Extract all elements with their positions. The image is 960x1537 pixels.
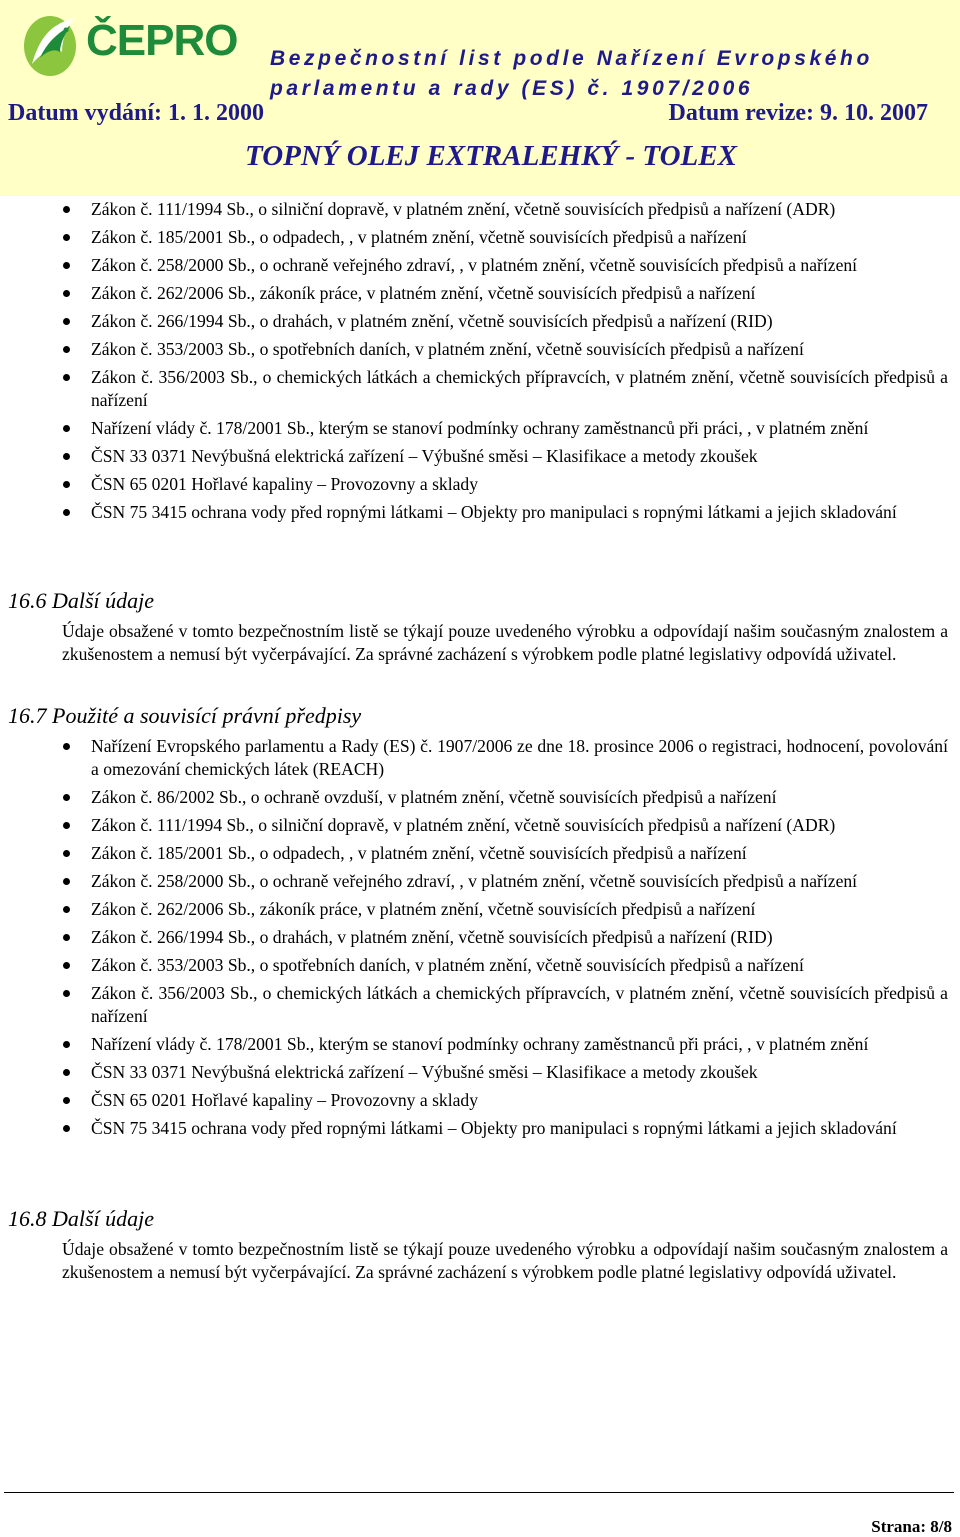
list-item: ČSN 33 0371 Nevýbušná elektrická zařízení – Výbušné směsi – Klasifikace a metody zkoušek — [0, 445, 960, 468]
list-item: ČSN 65 0201 Hořlavé kapaliny – Provozovny a sklady — [0, 473, 960, 496]
list-item: ČSN 75 3415 ochrana vody před ropnými látkami – Objekty pro manipulaci s ropnými látkami a jejich skladování — [0, 501, 960, 524]
cepro-logo — [22, 6, 238, 78]
section-paragraph-16-6: Údaje obsažené v tomto bezpečnostním listě se týkají pouze uvedeného výrobku a odpovídají našim současným znalostem a zkušenostem a nemusí být vyčerpávající. Za správné zacházení s výrobkem podle platné legislativy odpovídá uživatel. — [62, 621, 948, 664]
list-item: Zákon č. 266/1994 Sb., o drahách, v platném znění, včetně souvisících předpisů a nařízení (RID) — [0, 926, 960, 949]
list-item: Zákon č. 111/1994 Sb., o silniční dopravě, v platném znění, včetně souvisících předpisů a nařízení (ADR) — [0, 198, 960, 221]
list-item: Zákon č. 353/2003 Sb., o spotřebních daních, v platném znění, včetně souvisících předpisů a nařízení — [0, 338, 960, 361]
list-item: Zákon č. 353/2003 Sb., o spotřebních daních, v platném znění, včetně souvisících předpisů a nařízení — [0, 954, 960, 977]
list-item: Zákon č. 111/1994 Sb., o silniční dopravě, v platném znění, včetně souvisících předpisů a nařízení (ADR) — [0, 814, 960, 837]
list-item: Nařízení vlády č. 178/2001 Sb., kterým se stanoví podmínky ochrany zaměstnanců při práci, , v platném znění — [0, 417, 960, 440]
regulations-list-top — [0, 198, 960, 524]
list-item: Zákon č. 185/2001 Sb., o odpadech, , v platném znění, včetně souvisících předpisů a nařízení — [0, 842, 960, 865]
document-header — [0, 0, 960, 196]
list-item: Zákon č. 262/2006 Sb., zákoník práce, v platném znění, včetně souvisících předpisů a nařízení — [0, 898, 960, 921]
section-heading-16-8: 16.8 Další údaje — [8, 1206, 155, 1231]
bird-logo-icon — [22, 6, 92, 78]
list-item: Zákon č. 356/2003 Sb., o chemických látkách a chemických přípravcích, v platném znění, včetně souvisících předpisů a nařízení — [0, 366, 960, 412]
list-item: Zákon č. 258/2000 Sb., o ochraně veřejného zdraví, , v platném znění, včetně souvisících předpisů a nařízení — [0, 254, 960, 277]
list-item: Zákon č. 266/1994 Sb., o drahách, v platném znění, včetně souvisících předpisů a nařízení (RID) — [0, 310, 960, 333]
list-item: Zákon č. 86/2002 Sb., o ochraně ovzduší, v platném znění, včetně souvisících předpisů a nařízení — [0, 786, 960, 809]
document-title: Bezpečnostní list podle Nařízení Evropského parlamentu a rady (ES) č. 1907/2006 — [270, 47, 873, 100]
section-heading-16-7: 16.7 Použité a souvisící právní předpisy — [8, 703, 362, 728]
logo-wordmark: ČEPRO — [86, 16, 238, 65]
list-item: ČSN 75 3415 ochrana vody před ropnými látkami – Objekty pro manipulaci s ropnými látkami a jejich skladování — [0, 1117, 960, 1140]
list-item: Zákon č. 356/2003 Sb., o chemických látkách a chemických přípravcích, v platném znění, včetně souvisících předpisů a nařízení — [0, 982, 960, 1028]
page-number: Strana: 8/8 — [871, 1517, 952, 1536]
list-item: Nařízení vlády č. 178/2001 Sb., kterým se stanoví podmínky ochrany zaměstnanců při práci, , v platném znění — [0, 1033, 960, 1056]
revision-date: Datum revize: 9. 10. 2007 — [668, 100, 928, 126]
list-item: ČSN 33 0371 Nevýbušná elektrická zařízení – Výbušné směsi – Klasifikace a metody zkoušek — [0, 1061, 960, 1084]
list-item: Nařízení Evropského parlamentu a Rady (ES) č. 1907/2006 ze dne 18. prosince 2006 o registraci, hodnocení, povolování a omezování chemických látek (REACH) — [0, 735, 960, 781]
product-name: TOPNÝ OLEJ EXTRALEHKÝ - TOLEX — [245, 140, 737, 172]
list-item: Zákon č. 185/2001 Sb., o odpadech, , v platném znění, včetně souvisících předpisů a nařízení — [0, 226, 960, 249]
footer-divider — [4, 1492, 954, 1493]
section-heading-16-6: 16.6 Další údaje — [8, 588, 155, 613]
section-paragraph-16-8: Údaje obsažené v tomto bezpečnostním listě se týkají pouze uvedeného výrobku a odpovídají našim současným znalostem a zkušenostem a nemusí být vyčerpávající. Za správné zacházení s výrobkem podle platné legislativy odpovídá uživatel. — [62, 1239, 948, 1282]
list-item: Zákon č. 258/2000 Sb., o ochraně veřejného zdraví, , v platném znění, včetně souvisících předpisů a nařízení — [0, 870, 960, 893]
list-item: Zákon č. 262/2006 Sb., zákoník práce, v platném znění, včetně souvisících předpisů a nařízení — [0, 282, 960, 305]
list-item: ČSN 65 0201 Hořlavé kapaliny – Provozovny a sklady — [0, 1089, 960, 1112]
issue-date: Datum vydání: 1. 1. 2000 — [8, 100, 265, 126]
regulations-list-16-7 — [0, 735, 960, 1140]
